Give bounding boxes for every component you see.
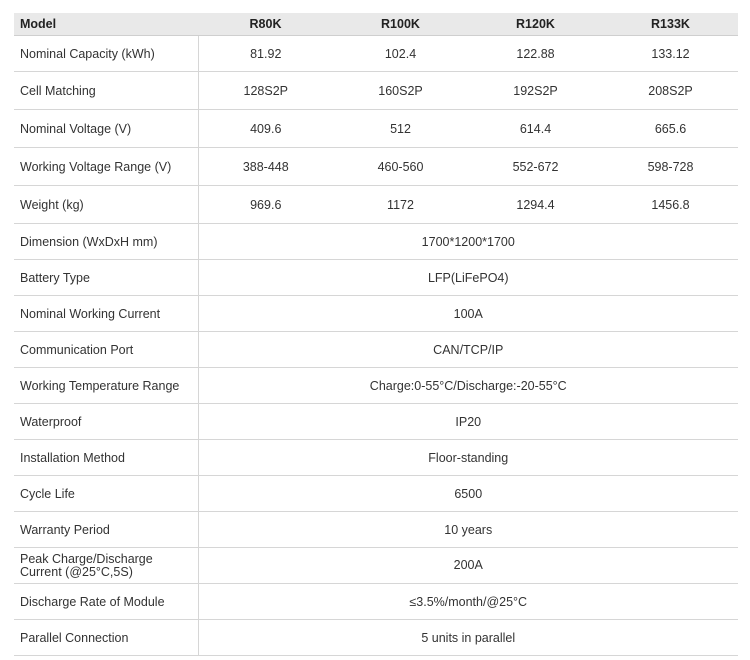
table-row <box>14 476 738 512</box>
table-row <box>14 148 738 186</box>
cell-value: 460-560 <box>333 148 468 186</box>
table-row <box>14 512 738 548</box>
cell-value: 969.6 <box>198 186 333 224</box>
table-row <box>14 36 738 72</box>
table-row <box>14 72 738 110</box>
table-header <box>14 13 738 36</box>
shared-value: Charge:0-55°C/Discharge:-20-55°C <box>198 368 738 404</box>
cell-value: 1294.4 <box>468 186 603 224</box>
cell-value: 122.88 <box>468 36 603 72</box>
table-row <box>14 260 738 296</box>
table-row <box>14 186 738 224</box>
row-label: Discharge Rate of Module <box>14 584 198 620</box>
cell-value: 665.6 <box>603 110 738 148</box>
shared-value: 6500 <box>198 476 738 512</box>
row-label: Nominal Working Current <box>14 296 198 332</box>
cell-value: 512 <box>333 110 468 148</box>
shared-value: LFP(LiFePO4) <box>198 260 738 296</box>
shared-value: 200A <box>198 548 738 584</box>
header-label: Model <box>14 13 198 36</box>
table-row <box>14 404 738 440</box>
cell-value: 81.92 <box>198 36 333 72</box>
row-label: Peak Charge/Discharge Current (@25°C,5S) <box>14 548 198 584</box>
row-label: Warranty Period <box>14 512 198 548</box>
shared-value: IP20 <box>198 404 738 440</box>
header-model-r133k: R133K <box>603 13 738 36</box>
table-row <box>14 368 738 404</box>
spec-table <box>14 13 738 656</box>
shared-value: 1700*1200*1700 <box>198 224 738 260</box>
cell-value: 208S2P <box>603 72 738 110</box>
shared-value: Floor-standing <box>198 440 738 476</box>
cell-value: 160S2P <box>333 72 468 110</box>
row-label: Working Temperature Range <box>14 368 198 404</box>
table-row <box>14 440 738 476</box>
row-label: Parallel Connection <box>14 620 198 656</box>
table-row <box>14 584 738 620</box>
header-model-r100k: R100K <box>333 13 468 36</box>
row-label: Working Voltage Range (V) <box>14 148 198 186</box>
row-label: Nominal Voltage (V) <box>14 110 198 148</box>
cell-value: 388-448 <box>198 148 333 186</box>
cell-value: 192S2P <box>468 72 603 110</box>
cell-value: 128S2P <box>198 72 333 110</box>
cell-value: 598-728 <box>603 148 738 186</box>
row-label: Installation Method <box>14 440 198 476</box>
shared-value: 5 units in parallel <box>198 620 738 656</box>
cell-value: 1456.8 <box>603 186 738 224</box>
cell-value: 409.6 <box>198 110 333 148</box>
row-label: Battery Type <box>14 260 198 296</box>
row-label: Dimension (WxDxH mm) <box>14 224 198 260</box>
cell-value: 102.4 <box>333 36 468 72</box>
table-row <box>14 224 738 260</box>
cell-value: 552-672 <box>468 148 603 186</box>
row-label: Communication Port <box>14 332 198 368</box>
cell-value: 1172 <box>333 186 468 224</box>
table-row <box>14 296 738 332</box>
cell-value: 614.4 <box>468 110 603 148</box>
row-label: Nominal Capacity (kWh) <box>14 36 198 72</box>
table-row <box>14 110 738 148</box>
row-label: Weight (kg) <box>14 186 198 224</box>
table-row <box>14 620 738 656</box>
cell-value: 133.12 <box>603 36 738 72</box>
row-label: Cycle Life <box>14 476 198 512</box>
header-model-r120k: R120K <box>468 13 603 36</box>
shared-value: 10 years <box>198 512 738 548</box>
row-label: Cell Matching <box>14 72 198 110</box>
shared-value: ≤3.5%/month/@25°C <box>198 584 738 620</box>
row-label: Waterproof <box>14 404 198 440</box>
table-row <box>14 548 738 584</box>
header-row <box>14 13 738 36</box>
table-row <box>14 332 738 368</box>
shared-value: CAN/TCP/IP <box>198 332 738 368</box>
header-model-r80k: R80K <box>198 13 333 36</box>
shared-value: 100A <box>198 296 738 332</box>
table-body <box>14 36 738 656</box>
